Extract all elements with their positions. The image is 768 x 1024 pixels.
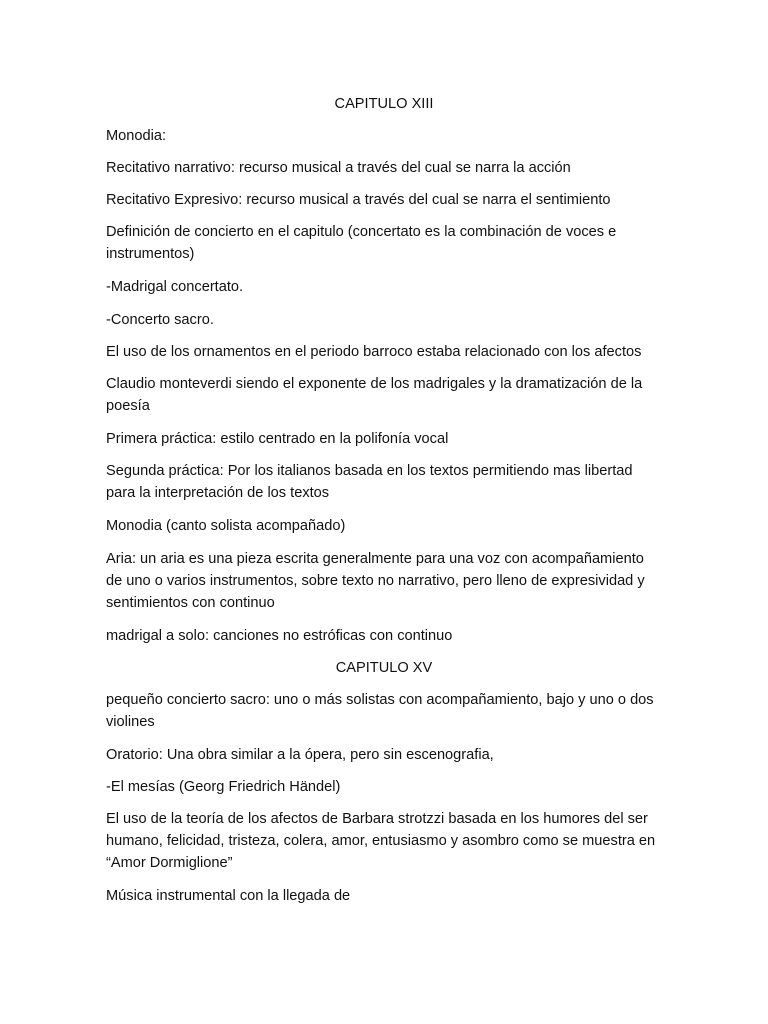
paragraph: Recitativo Expresivo: recurso musical a través del cual se narra el sentimiento: [106, 192, 611, 208]
paragraph: Claudio monteverdi siendo el exponente de los madrigales y la dramatización de la poesía: [106, 376, 643, 414]
paragraph: El uso de los ornamentos en el periodo barroco estaba relacionado con los afectos: [106, 344, 642, 360]
paragraph: -El mesías (Georg Friedrich Händel): [106, 779, 341, 795]
paragraph: pequeño concierto sacro: uno o más solistas con acompañamiento, bajo y uno o dos violines: [106, 692, 654, 730]
paragraph: Monodia (canto solista acompañado): [106, 518, 346, 534]
paragraph: Recitativo narrativo: recurso musical a través del cual se narra la acción: [106, 160, 571, 176]
paragraph: -Madrigal concertato.: [106, 279, 244, 295]
paragraph: Música instrumental con la llegada de: [106, 888, 351, 904]
paragraph: -Concerto sacro.: [106, 312, 214, 328]
paragraph: Monodia:: [106, 128, 167, 144]
paragraph: Oratorio: Una obra similar a la ópera, pero sin escenografia,: [106, 747, 494, 763]
paragraph: madrigal a solo: canciones no estróficas con continuo: [106, 628, 453, 644]
chapter-heading: CAPITULO XIII: [334, 96, 434, 112]
paragraph: Definición de concierto en el capitulo (concertato es la combinación de voces e instrumentos): [106, 224, 617, 262]
paragraph: Aria: un aria es una pieza escrita generalmente para una voz con acompañamiento de uno o varios instrumentos, sobre texto no narrativo, pero lleno de expresividad y sentimientos con continuo: [106, 551, 645, 611]
chapter-heading: CAPITULO XV: [335, 660, 433, 676]
paragraph: El uso de la teoría de los afectos de Barbara strotzzi basada en los humores del ser humano, felicidad, tristeza, colera, amor, entusiasmo y asombro como se muestra en “Amor Dormiglione”: [106, 811, 656, 871]
paragraph: Primera práctica: estilo centrado en la polifonía vocal: [106, 431, 449, 447]
paragraph: Segunda práctica: Por los italianos basada en los textos permitiendo mas libertad para la interpretación de los textos: [106, 463, 633, 501]
